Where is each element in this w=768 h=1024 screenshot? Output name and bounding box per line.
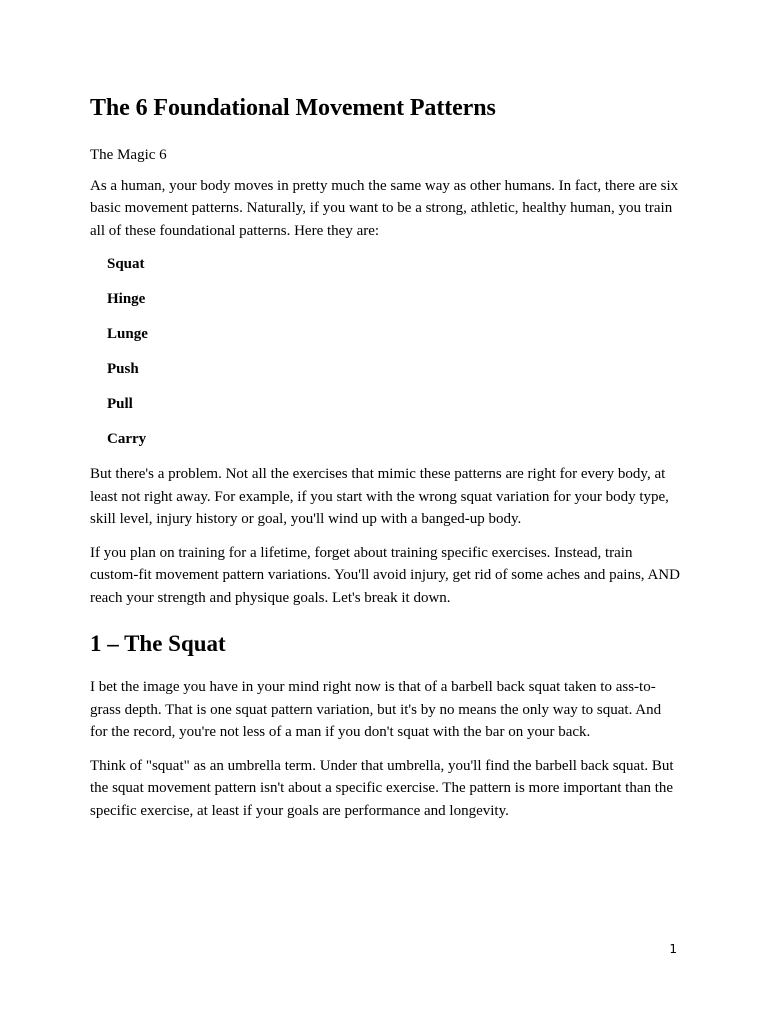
pattern-item-hinge: Hinge xyxy=(107,291,146,307)
document-title: The 6 Foundational Movement Patterns xyxy=(90,95,496,121)
movement-pattern-list xyxy=(90,253,680,450)
document-subtitle: The Magic 6 xyxy=(90,147,167,163)
pattern-item-squat: Squat xyxy=(107,256,145,272)
pattern-item-carry: Carry xyxy=(107,431,147,447)
squat-paragraph-2: Think of "squat" as an umbrella term. Under that umbrella, you'll find the barbell back squat. But the squat movement pattern isn't about a specific exercise. The pattern is more important than the specific exercise, at least if your goals are performance and longevity. xyxy=(90,757,674,819)
pattern-item-pull: Pull xyxy=(107,396,133,412)
pattern-item-lunge: Lunge xyxy=(107,326,148,342)
document-page xyxy=(90,92,680,833)
page-number: 1 xyxy=(669,942,677,956)
squat-paragraph-1: I bet the image you have in your mind right now is that of a barbell back squat taken to ass-to-grass depth. That is one squat pattern variation, but it's by no means the only way to squat. And for the record, you're not less of a man if you don't squat with the bar on your back. xyxy=(90,679,662,740)
section-heading-squat: 1 – The Squat xyxy=(90,631,226,656)
intro-paragraph: As a human, your body moves in pretty much the same way as other humans. In fact, there are six basic movement patterns. Naturally, if you want to be a strong, athletic, healthy human, you train all of these foundational patterns. Here they are: xyxy=(90,177,679,239)
plan-paragraph: If you plan on training for a lifetime, forget about training specific exercises. Instead, train custom-fit movement pattern variations. You'll avoid injury, get rid of some aches and pains, AND reach your strength and physique goals. Let's break it down. xyxy=(90,544,680,606)
problem-paragraph: But there's a problem. Not all the exercises that mimic these patterns are right for every body, at least not right away. For example, if you start with the wrong squat variation for your body type, skill level, injury history or goal, you'll wind up with a banged-up body. xyxy=(90,466,669,527)
pattern-item-push: Push xyxy=(107,361,139,377)
